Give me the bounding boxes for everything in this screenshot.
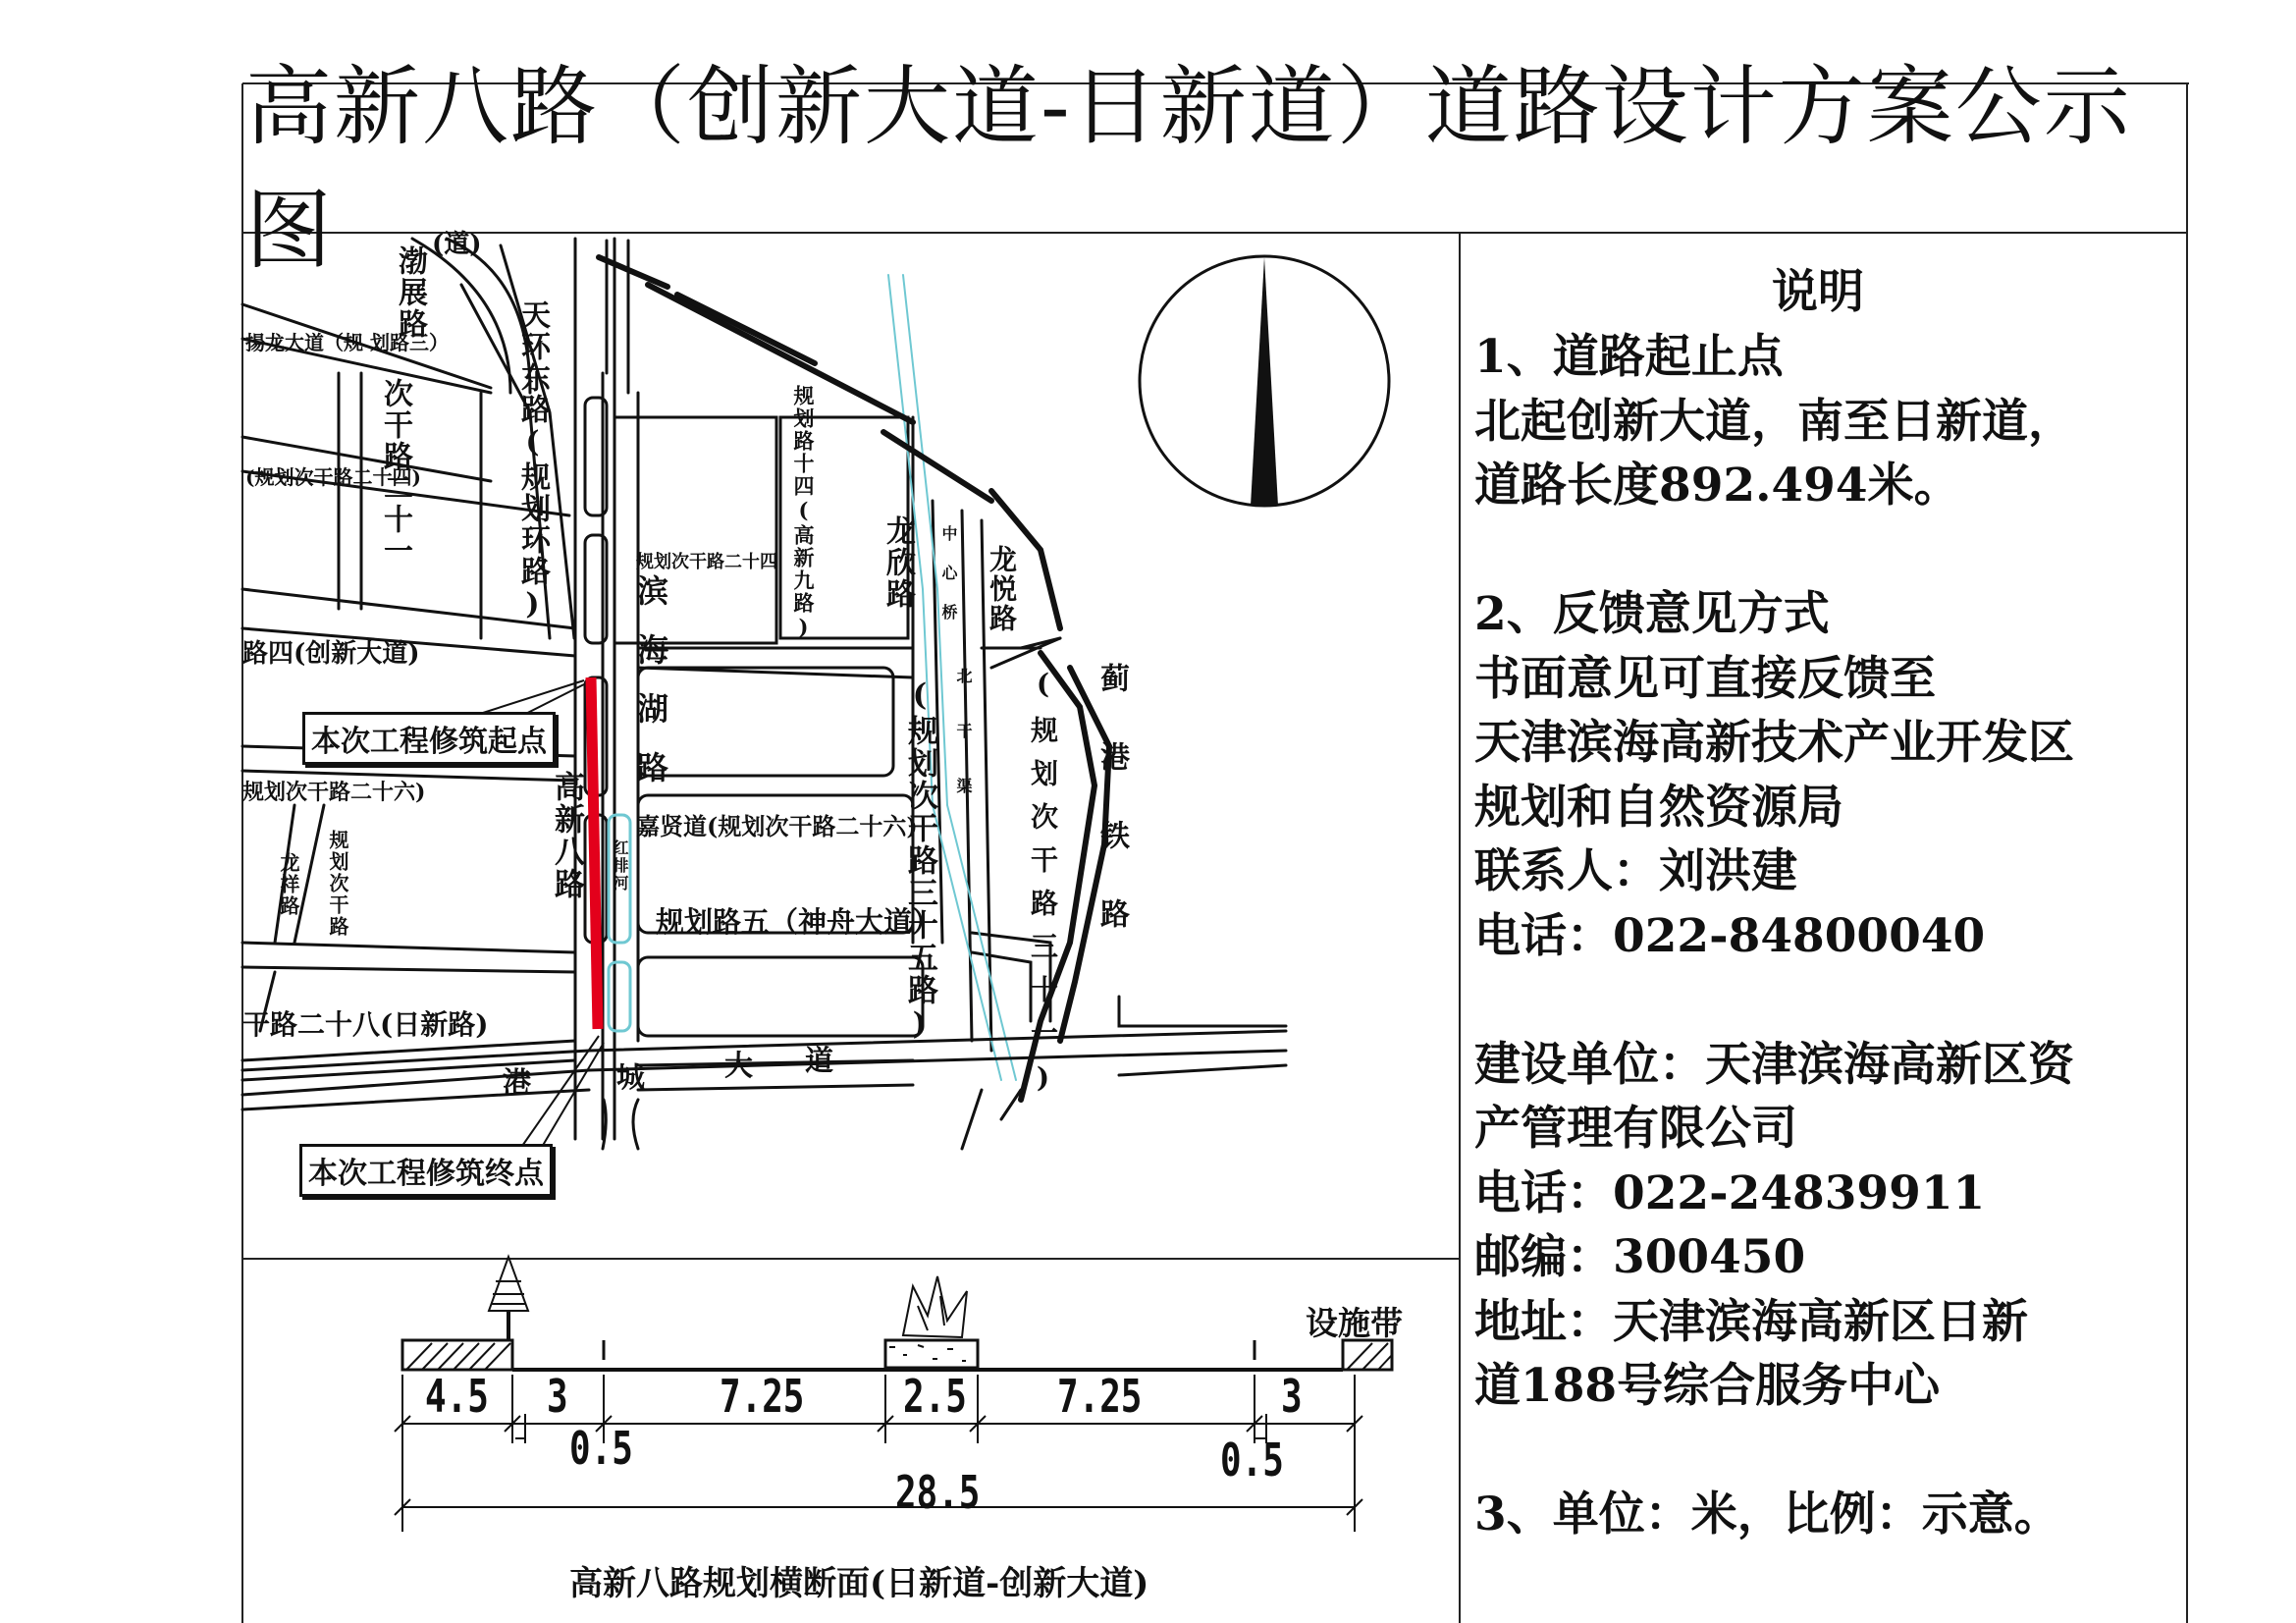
notes-line: 邮编：300450 [1474,1230,1806,1284]
width-label: 0.5 [1220,1434,1284,1487]
map-label: 规划次干路二十六) [242,780,426,805]
map-label: 龙祥路 [277,852,300,917]
map-label: 规划路五（神舟大道） [656,905,941,939]
north-arrow-icon [1140,256,1389,506]
notes-line: 北起创新大道，南至日新道， [1474,394,2074,449]
width-label: 0.5 [569,1422,633,1475]
start-point-callout: 本次工程修筑起点 [302,712,556,765]
map-label: 蓟港铁路 [1095,663,1129,977]
notes-line: 电话：022-84800040 [1474,908,1986,963]
map-label: 规划次干路二十四 [636,552,777,572]
map-label: 路四(创新大道) [242,639,420,669]
notes-line: 建设单位：天津滨海高新区资 [1474,1037,2074,1092]
notes-line: 规划和自然资源局 [1474,780,1843,835]
notes-line: 1、道路起止点 [1474,330,1784,384]
notes-heading: 说明 [1772,265,1864,319]
map-label: (规划次干路三十一) [1027,668,1059,1109]
tree-icon [489,1257,528,1340]
map-label: 干路二十八(日新路) [242,1008,489,1041]
total-width-label: 28.5 [895,1466,981,1519]
notes-line: 道188号综合服务中心 [1474,1359,1941,1413]
width-label: 4.5 [425,1370,489,1423]
map-label: 揚龙大道（规 划路三） [245,331,449,354]
notes-line: 3、单位：米，比例：示意。 [1474,1488,2060,1542]
width-label: 7.25 [720,1370,805,1423]
notes-line: 书面意见可直接反馈至 [1474,651,1936,706]
map-label: 城 [616,1060,646,1094]
map-label: 中心桥 [939,525,958,643]
width-label: 2.5 [903,1370,967,1423]
map-label: 嘉贤道(规划次干路二十六) [636,812,918,840]
map-label: 规划路十四(高新九路) [791,385,816,641]
map-label: 渤展路 [393,245,427,340]
notes-panel [1474,255,2162,1547]
map-label: 高新八路 [549,771,584,900]
map-label: 大 [724,1049,754,1082]
notes-line: 电话：022-24839911 [1474,1165,1986,1220]
map-label: 龙悦路 [986,545,1018,633]
map-label: (规划次干路三十五路) [902,677,937,1044]
map-label: 道 [805,1044,834,1077]
sculpture-icon [903,1276,967,1337]
map-label: 天环东路(规划环路) [515,299,550,623]
end-point-callout: 本次工程修筑终点 [299,1144,553,1197]
notes-line: 产管理有限公司 [1474,1102,1797,1156]
map-label: (道) [432,230,482,259]
notes-gap [1474,518,2162,583]
notes-line: 地址：天津滨海高新区日新 [1474,1294,2028,1349]
notes-line: 2、反馈意见方式 [1474,587,1830,641]
project-road-highlight [591,677,598,1029]
notes-line: 道路长度892.494米。 [1474,459,1960,513]
section-caption: 高新八路规划横断面(日新道-创新大道) [569,1564,1149,1603]
page-title: 高新八路（创新大道-日新道）道路设计方案公示图 [245,56,2132,281]
map-label: 港 [503,1065,532,1099]
map-label: 龙欣路 [881,515,915,610]
map-label: 规划次干路 [326,830,349,938]
notes-line: 联系人：刘洪建 [1474,844,1797,898]
map-label: 滨海湖路 [632,574,669,810]
facility-strip-label: 设施带 [1306,1304,1403,1342]
notes-gap [1474,1419,2162,1484]
width-label: 7.25 [1057,1370,1143,1423]
map-label: 红排河 [611,839,629,893]
notes-line: 天津滨海高新技术产业开发区 [1474,716,2074,770]
notes-gap [1474,968,2162,1033]
map-label: 次干路二十一 [378,378,412,567]
map-label: (规划次干路二十四) [245,465,421,489]
width-label: 3 [547,1370,568,1423]
map-label: 北干渠 [954,668,973,833]
width-label: 3 [1281,1370,1303,1423]
